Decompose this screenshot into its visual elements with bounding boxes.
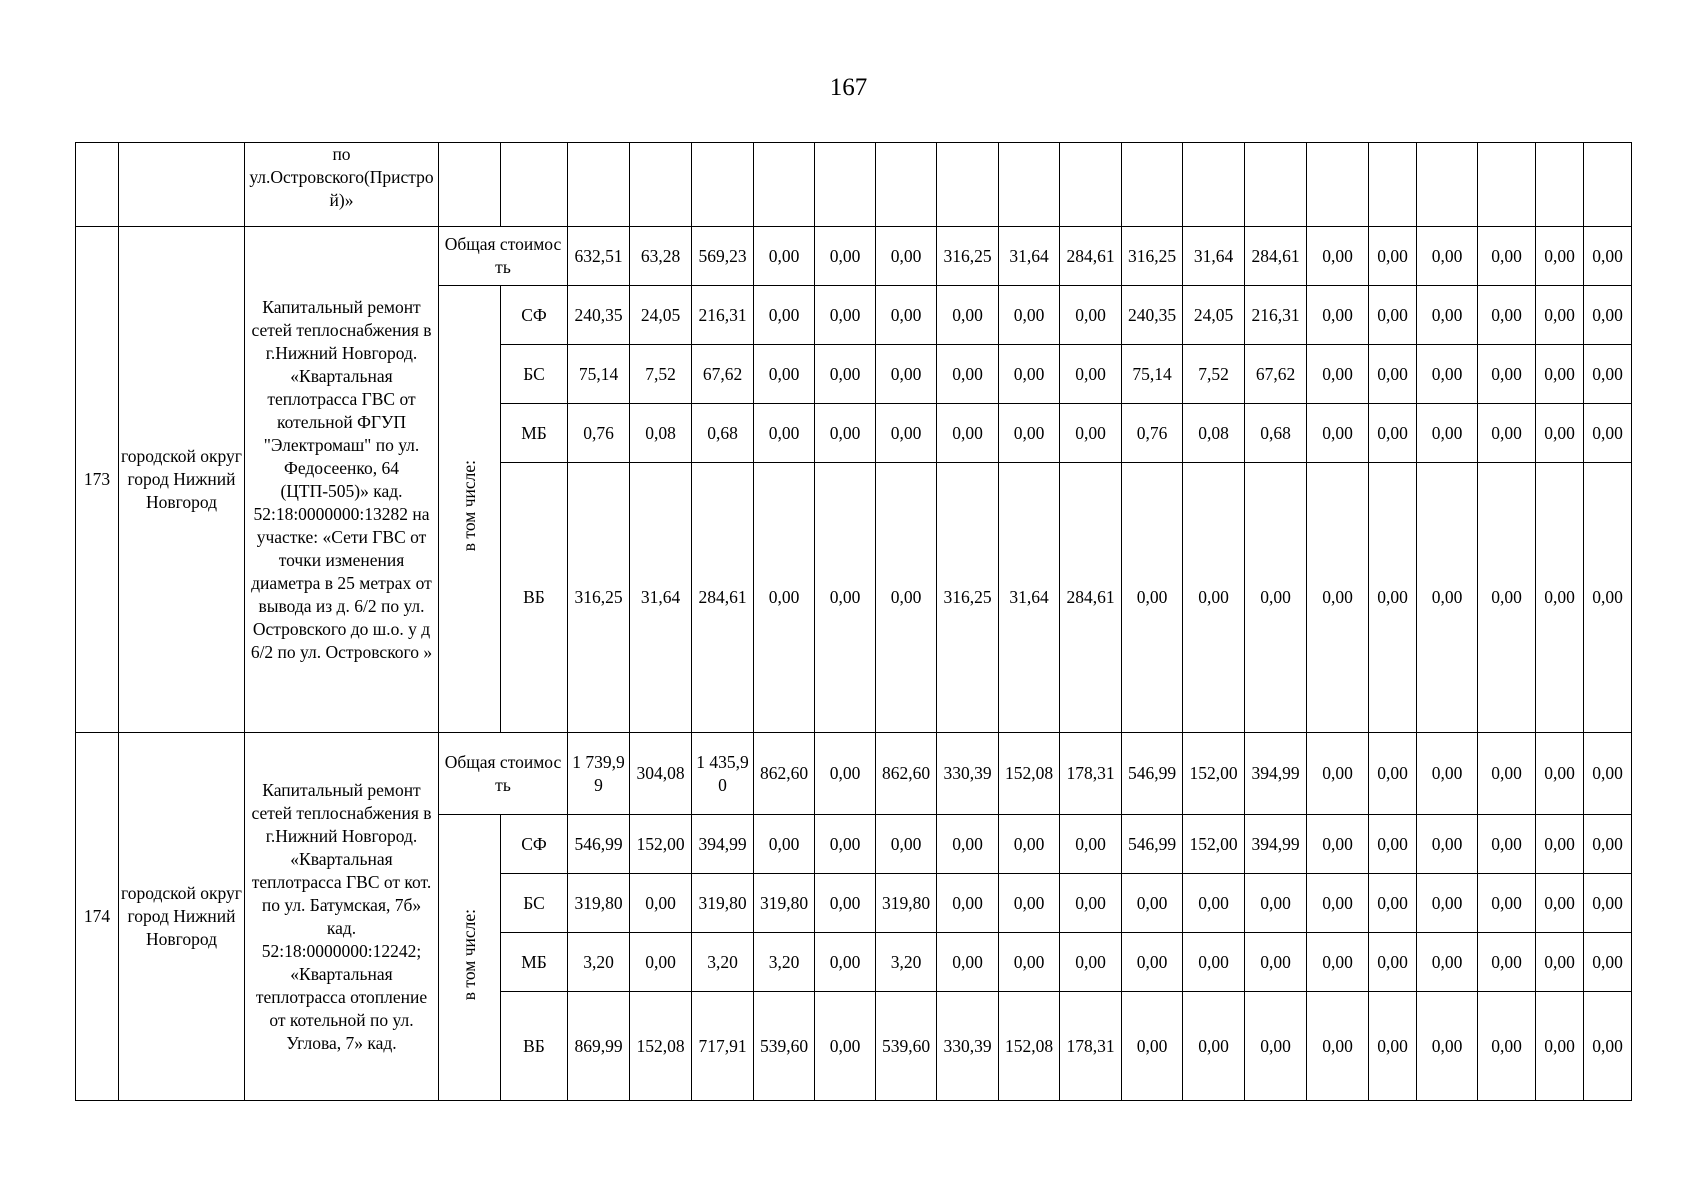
- value-cell: 31,64: [1183, 227, 1245, 286]
- value-cell: 0,00: [1307, 874, 1369, 933]
- value-cell: 304,08: [630, 733, 692, 815]
- value-cell: 0,00: [1584, 874, 1632, 933]
- value-cell: 0,00: [1584, 286, 1632, 345]
- value-cell: 284,61: [1060, 227, 1122, 286]
- value-cell: 0,00: [1307, 227, 1369, 286]
- value-cell: 0,00: [999, 815, 1060, 874]
- value-cell: 0,00: [1478, 874, 1536, 933]
- value-cell: 0,00: [1417, 345, 1478, 404]
- value-cell: 0,00: [1307, 933, 1369, 992]
- value-cell: 319,80: [876, 874, 937, 933]
- value-cell: 0,00: [815, 733, 876, 815]
- value-cell: 0,68: [1245, 404, 1307, 463]
- value-cell: 0,00: [1369, 463, 1417, 733]
- value-cell: 240,35: [568, 286, 630, 345]
- value-cell: 152,08: [999, 733, 1060, 815]
- value-cell: 0,00: [1478, 992, 1536, 1101]
- value-cell: 0,00: [1584, 345, 1632, 404]
- funding-source-code: МБ: [501, 933, 568, 992]
- value-cell: 0,00: [1478, 463, 1536, 733]
- including-label: [439, 286, 501, 733]
- value-cell: 0,00: [937, 286, 999, 345]
- value-cell: 0,00: [630, 874, 692, 933]
- value-cell: 152,00: [1183, 733, 1245, 815]
- value-cell: 0,00: [1536, 992, 1584, 1101]
- value-cell: 0,00: [815, 227, 876, 286]
- value-cell: 0,00: [1307, 815, 1369, 874]
- value-cell: 0,76: [1122, 404, 1183, 463]
- cell-empty: [439, 143, 501, 227]
- value-cell: 0,00: [999, 404, 1060, 463]
- value-cell: 0,00: [1369, 815, 1417, 874]
- value-cell: 0,00: [815, 992, 876, 1101]
- value-cell: 0,00: [1584, 463, 1632, 733]
- value-cell: 0,00: [1307, 404, 1369, 463]
- value-cell: 0,00: [1417, 733, 1478, 815]
- value-cell: 0,00: [1417, 286, 1478, 345]
- value-cell: 0,00: [1478, 345, 1536, 404]
- funding-source-code: БС: [501, 345, 568, 404]
- value-cell: 0,00: [1060, 345, 1122, 404]
- value-cell: 0,00: [815, 345, 876, 404]
- value-cell: 0,00: [1245, 992, 1307, 1101]
- value-cell: 24,05: [630, 286, 692, 345]
- value-cell: 0,00: [1245, 874, 1307, 933]
- value-cell: 178,31: [1060, 992, 1122, 1101]
- value-cell: 0,00: [1417, 227, 1478, 286]
- total-cost-label: Общая стоимость: [439, 733, 568, 815]
- value-cell: 0,00: [1536, 874, 1584, 933]
- value-cell: 394,99: [1245, 815, 1307, 874]
- value-cell: 0,00: [1307, 463, 1369, 733]
- value-cell: 152,08: [999, 992, 1060, 1101]
- value-cell: 0,00: [999, 286, 1060, 345]
- value-cell: 0,00: [815, 874, 876, 933]
- value-cell: 0,00: [1060, 404, 1122, 463]
- value-cell: 319,80: [754, 874, 815, 933]
- value-cell: 0,00: [1478, 286, 1536, 345]
- value-cell: 75,14: [568, 345, 630, 404]
- continuation-description: по ул.Островского(Пристрой)»: [245, 143, 439, 227]
- value-cell: 284,61: [1245, 227, 1307, 286]
- value-cell: 0,00: [1307, 992, 1369, 1101]
- value-cell: 0,00: [754, 404, 815, 463]
- value-cell: 316,25: [568, 463, 630, 733]
- value-cell: 0,00: [1122, 933, 1183, 992]
- value-cell: 7,52: [1183, 345, 1245, 404]
- value-cell: 216,31: [692, 286, 754, 345]
- value-cell: 316,25: [937, 463, 999, 733]
- value-cell: 0,00: [1536, 227, 1584, 286]
- value-cell: 0,00: [1060, 933, 1122, 992]
- value-cell: 0,08: [1183, 404, 1245, 463]
- value-cell: 24,05: [1183, 286, 1245, 345]
- value-cell: 0,00: [1369, 345, 1417, 404]
- value-cell: 240,35: [1122, 286, 1183, 345]
- value-cell: 0,00: [1369, 286, 1417, 345]
- including-label-text: в том числе:: [459, 908, 479, 1001]
- value-cell: 3,20: [876, 933, 937, 992]
- value-cell: 0,00: [815, 933, 876, 992]
- value-cell: 284,61: [1060, 463, 1122, 733]
- value-cell: 0,00: [815, 815, 876, 874]
- value-cell: 7,52: [630, 345, 692, 404]
- value-cell: 539,60: [754, 992, 815, 1101]
- value-cell: 569,23: [692, 227, 754, 286]
- value-cell: 0,00: [1584, 815, 1632, 874]
- value-cell: 0,00: [1369, 733, 1417, 815]
- value-cell: 0,08: [630, 404, 692, 463]
- value-cell: 0,00: [1478, 933, 1536, 992]
- value-cell: 0,00: [754, 815, 815, 874]
- value-cell: 0,00: [876, 815, 937, 874]
- value-cell: 546,99: [1122, 815, 1183, 874]
- value-cell: 862,60: [876, 733, 937, 815]
- value-cell: 330,39: [937, 992, 999, 1101]
- value-cell: 319,80: [568, 874, 630, 933]
- value-cell: 0,00: [876, 345, 937, 404]
- value-cell: 3,20: [692, 933, 754, 992]
- value-cell: 539,60: [876, 992, 937, 1101]
- funding-source-code: ВБ: [501, 463, 568, 733]
- value-cell: 0,00: [815, 463, 876, 733]
- value-cell: 0,00: [1183, 933, 1245, 992]
- including-label-text: в том числе:: [459, 460, 479, 552]
- value-cell: 0,00: [1245, 933, 1307, 992]
- value-cell: 216,31: [1245, 286, 1307, 345]
- value-cell: 0,00: [1369, 874, 1417, 933]
- value-cell: 0,00: [815, 286, 876, 345]
- value-cell: 75,14: [1122, 345, 1183, 404]
- value-cell: 546,99: [568, 815, 630, 874]
- value-cell: 152,00: [630, 815, 692, 874]
- value-cell: 0,00: [876, 286, 937, 345]
- value-cell: 0,00: [876, 463, 937, 733]
- continuation-row: [76, 143, 1632, 227]
- value-cell: 0,00: [1369, 404, 1417, 463]
- value-cell: 0,00: [1478, 404, 1536, 463]
- value-cell: 3,20: [754, 933, 815, 992]
- value-cell: 0,00: [1478, 733, 1536, 815]
- value-cell: 0,00: [1183, 874, 1245, 933]
- value-cell: 0,00: [1060, 874, 1122, 933]
- program-total-row: [76, 733, 1632, 815]
- row-number: 174: [76, 733, 119, 1101]
- municipality-name: городской округ город Нижний Новгород: [119, 227, 245, 733]
- value-cell: 0,00: [1417, 933, 1478, 992]
- value-cell: 717,91: [692, 992, 754, 1101]
- value-cell: 0,00: [1584, 404, 1632, 463]
- row-number: 173: [76, 227, 119, 733]
- cell-empty: [76, 143, 119, 227]
- value-cell: 0,00: [1122, 874, 1183, 933]
- funding-source-code: МБ: [501, 404, 568, 463]
- funding-source-code: ВБ: [501, 992, 568, 1101]
- value-cell: 869,99: [568, 992, 630, 1101]
- funding-source-code: БС: [501, 874, 568, 933]
- program-total-row: [76, 227, 1632, 286]
- value-cell: 67,62: [692, 345, 754, 404]
- cell-empty: [501, 143, 568, 227]
- municipality-name: городской округ город Нижний Новгород: [119, 733, 245, 1101]
- value-cell: 0,00: [1307, 345, 1369, 404]
- value-cell: 632,51: [568, 227, 630, 286]
- value-cell: 0,00: [1584, 992, 1632, 1101]
- value-cell: 0,00: [754, 345, 815, 404]
- value-cell: 0,00: [937, 404, 999, 463]
- value-cell: 0,00: [1417, 404, 1478, 463]
- value-cell: 0,00: [1307, 733, 1369, 815]
- value-cell: 284,61: [692, 463, 754, 733]
- value-cell: 0,00: [999, 933, 1060, 992]
- value-cell: 0,00: [1307, 286, 1369, 345]
- object-description: Капитальный ремонт сетей теплоснабжения в г.Нижний Новгород. «Квартальная теплотрасса ГВС от котельной ФГУП "Электромаш" по ул. Федосеенко, 64 (ЦТП-505)» кад. 52:18:0000000:13282 на участке: «Сети ГВС от точки изменения диаметра в 25 метрах от вывода из д. 6/2 по ул. Островского до ш.о. у д 6/2 по ул. Островского »: [245, 227, 439, 733]
- value-cell: 0,00: [1060, 815, 1122, 874]
- funding-source-code: СФ: [501, 815, 568, 874]
- value-cell: 0,00: [1536, 286, 1584, 345]
- value-cell: 152,08: [630, 992, 692, 1101]
- cell-empty: [119, 143, 245, 227]
- value-cell: 0,00: [1536, 733, 1584, 815]
- value-cell: 0,00: [937, 933, 999, 992]
- value-cell: 0,00: [1183, 992, 1245, 1101]
- including-label: [439, 815, 501, 1101]
- value-cell: 0,00: [630, 933, 692, 992]
- value-cell: 0,76: [568, 404, 630, 463]
- value-cell: 0,00: [1536, 463, 1584, 733]
- value-cell: 0,00: [999, 874, 1060, 933]
- value-cell: 0,00: [1369, 933, 1417, 992]
- value-cell: 0,00: [1584, 733, 1632, 815]
- value-cell: 319,80: [692, 874, 754, 933]
- value-cell: 0,00: [754, 227, 815, 286]
- value-cell: 152,00: [1183, 815, 1245, 874]
- value-cell: 31,64: [999, 227, 1060, 286]
- value-cell: 330,39: [937, 733, 999, 815]
- value-cell: 546,99: [1122, 733, 1183, 815]
- value-cell: 1 435,90: [692, 733, 754, 815]
- page-number: 167: [829, 74, 868, 101]
- object-description: Капитальный ремонт сетей теплоснабжения в г.Нижний Новгород. «Квартальная теплотрасса ГВС от кот. по ул. Батумская, 7б» кад. 52:18:0000000:12242; «Квартальная теплотрасса отопление от котельной по ул. Углова, 7» кад.: [245, 733, 439, 1101]
- value-cell: 31,64: [630, 463, 692, 733]
- value-cell: 178,31: [1060, 733, 1122, 815]
- value-cell: 394,99: [692, 815, 754, 874]
- value-cell: 0,00: [1536, 815, 1584, 874]
- value-cell: 0,00: [754, 463, 815, 733]
- value-cell: 862,60: [754, 733, 815, 815]
- value-cell: 0,00: [937, 345, 999, 404]
- value-cell: 0,00: [1369, 992, 1417, 1101]
- value-cell: 0,00: [1060, 286, 1122, 345]
- value-cell: 0,00: [876, 404, 937, 463]
- value-cell: 0,00: [1417, 463, 1478, 733]
- value-cell: 0,00: [1183, 463, 1245, 733]
- value-cell: 0,00: [754, 286, 815, 345]
- total-cost-label: Общая стоимость: [439, 227, 568, 286]
- budget-table: [75, 142, 1632, 1101]
- value-cell: 316,25: [937, 227, 999, 286]
- value-cell: 0,00: [999, 345, 1060, 404]
- value-cell: 0,00: [1122, 463, 1183, 733]
- value-cell: 63,28: [630, 227, 692, 286]
- value-cell: 0,00: [1417, 992, 1478, 1101]
- value-cell: 0,00: [1536, 933, 1584, 992]
- value-cell: 0,00: [1417, 874, 1478, 933]
- value-cell: 0,00: [815, 404, 876, 463]
- value-cell: 394,99: [1245, 733, 1307, 815]
- value-cell: 0,00: [1536, 404, 1584, 463]
- value-cell: 0,68: [692, 404, 754, 463]
- value-cell: 3,20: [568, 933, 630, 992]
- value-cell: 0,00: [1584, 933, 1632, 992]
- value-cell: 0,00: [1417, 815, 1478, 874]
- value-cell: 1 739,99: [568, 733, 630, 815]
- value-cell: 0,00: [876, 227, 937, 286]
- value-cell: 0,00: [1369, 227, 1417, 286]
- value-cell: 0,00: [1536, 345, 1584, 404]
- value-cell: 0,00: [1245, 463, 1307, 733]
- value-cell: 0,00: [1478, 227, 1536, 286]
- value-cell: 67,62: [1245, 345, 1307, 404]
- value-cell: 31,64: [999, 463, 1060, 733]
- value-cell: 0,00: [1584, 227, 1632, 286]
- value-cell: 0,00: [1478, 815, 1536, 874]
- value-cell: 0,00: [1122, 992, 1183, 1101]
- funding-source-code: СФ: [501, 286, 568, 345]
- value-cell: 0,00: [937, 815, 999, 874]
- value-cell: 316,25: [1122, 227, 1183, 286]
- value-cell: 0,00: [937, 874, 999, 933]
